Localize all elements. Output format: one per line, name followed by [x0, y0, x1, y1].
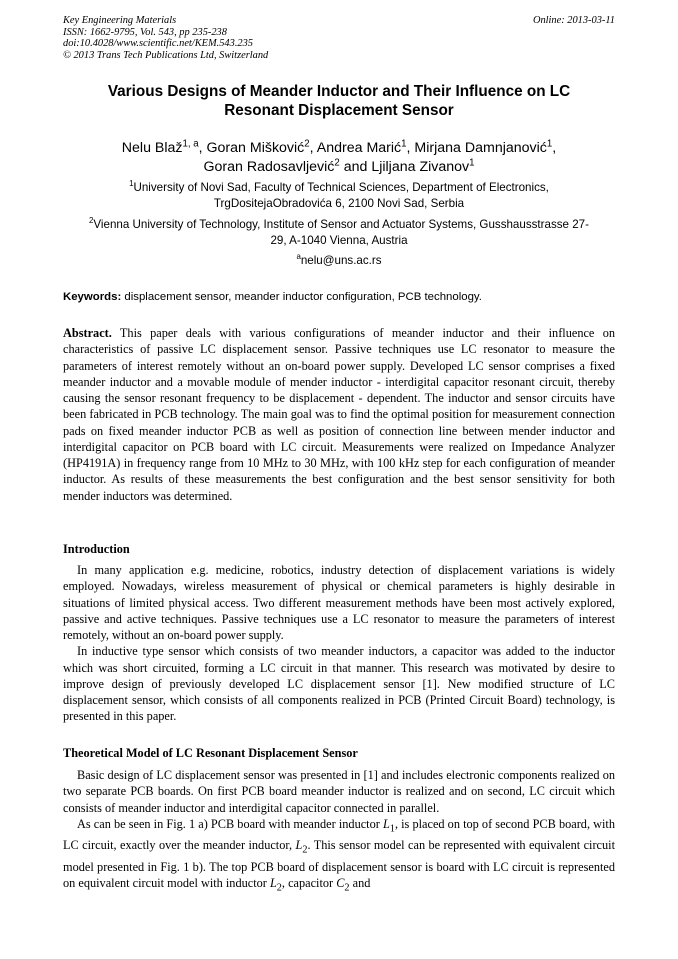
- text-run: As can be seen in Fig. 1 a) PCB board with meander inductor: [77, 816, 383, 831]
- author-line-1: [63, 139, 615, 158]
- symbol: L: [269, 876, 277, 891]
- author-name: Nelu Blaž: [121, 140, 183, 156]
- author-name: , Goran Mišković: [198, 140, 305, 156]
- text-run: . This sensor model can be represented with equivalent circuit model presented in Fig. 1 b). The top PCB board of displacement sensor is board with LC circuit is represented on equivalent circuit model with inductor: [63, 838, 615, 891]
- online-date: Online: 2013-03-11: [532, 15, 615, 26]
- symbol-subscript: 2: [344, 882, 350, 894]
- symbol: C: [336, 876, 345, 891]
- abstract-paragraph: [63, 325, 615, 504]
- issn-line: ISSN: 1662-9795, Vol. 543, pp 235-238: [63, 26, 227, 38]
- author-list: [63, 139, 615, 177]
- journal-header: [63, 15, 615, 61]
- affiliation-2: [63, 217, 615, 248]
- affiliation-2-line-2: 29, A-1040 Vienna, Austria: [270, 233, 408, 247]
- symbol-subscript: 2: [302, 844, 308, 856]
- author-affiliation-mark: 1, a: [182, 138, 199, 150]
- abstract: [63, 325, 615, 504]
- symbol-subscript: 2: [276, 882, 282, 894]
- author-name: , Andrea Marić: [309, 140, 402, 156]
- contact-email: [63, 253, 615, 269]
- email-mark: a: [296, 252, 301, 262]
- author-affiliation-mark: 1: [401, 138, 407, 150]
- author-name: , Mirjana Damnjanović: [406, 140, 547, 156]
- keywords: [63, 290, 615, 305]
- paragraph: In many application e.g. medicine, robotics, industry detection of displacement variations is widely employed. Nowadays, wireless measurement of physical or chemical parameters is highly desirable in situations of limited physical access. Two different measurement methods have been most actively explored, passive and active techniques. Passive techniques use a LC resonator to measure the parameters of interest remotely, without an on-board power supply.: [63, 563, 615, 642]
- affiliation-mark: 1: [129, 179, 134, 189]
- text-run: , is placed on top of second PCB board, with LC circuit, exactly over the meander inductor,: [63, 816, 616, 853]
- abstract-text: This paper deals with various configurations of meander inductor and their influence on characteristics of passive LC displacement sensor. Passive techniques use LC resonator to measure the parameters of interest remotely without an on-board power supply. Developed LC sensor comprises a fixed meander inductor and a movable module of mender inductor - interdigital capacitor resonant circuit, thereby causing the sensor resonant frequency to be displacement - dependent. The inductor and sensor circuits have been fabricated in PCB technology. The main goal was to find the optimal position for measurement connection pads on fixed meander inductor PCB as well as position of connection line between mender inductor and interdigital capacitor on PCB board with LC circuit. Measurements were realized on Impedance Analyzer (HP4191A) in frequency range from 10 MHz to 30 MHz, with 100 kHz step for each configuration of meander inductor. As results of these measurements the best configuration and the best sensor sensitivity for both mender inductors was determined.: [63, 326, 615, 503]
- author-affiliation-mark: 2: [334, 157, 340, 169]
- paragraph: In inductive type sensor which consists of two meander inductors, a capacitor was added to the inductor which was short circuited, forming a LC circuit in that manner. This research was motivated by desire to improve design of previously developed LC displacement sensor [1]. New modified structure of LC displacement sensor, which consists of all components realized in PCB (Printed Circuit Board) technology, is presented in this paper.: [63, 644, 615, 724]
- affiliation-text: Vienna University of Technology, Institute of Sensor and Actuator Systems, Gusshausstrasse 27-: [93, 218, 589, 231]
- paragraph: [63, 816, 615, 897]
- author-affiliation-mark: 1: [469, 157, 475, 169]
- affiliation-2-line-1: [63, 217, 615, 233]
- abstract-label: Abstract.: [63, 326, 112, 340]
- author-affiliation-mark: 2: [304, 138, 310, 150]
- symbol-subscript: 1: [389, 823, 395, 835]
- author-name: Goran Radosavljević: [203, 159, 335, 175]
- paragraph: Basic design of LC displacement sensor was presented in [1] and includes electronic components realized on two separate PCB boards. On first PCB board meander inductor is realized and on second, LC circuit which consists of meander inductor and interdigital capacitor connected in parallel.: [63, 768, 615, 815]
- affiliation-1: [63, 180, 615, 211]
- keywords-label: Keywords:: [63, 291, 122, 303]
- affiliation-1-line-1: [63, 180, 615, 196]
- author-affiliation-mark: 1: [546, 138, 553, 150]
- symbol: L: [382, 816, 390, 831]
- email-address[interactable]: nelu@uns.ac.rs: [300, 254, 382, 267]
- paper-title: [63, 82, 615, 120]
- doi-line: doi:10.4028/www.scientific.net/KEM.543.235: [63, 38, 253, 50]
- author-line-2: [63, 158, 615, 177]
- title-line-2: Resonant Displacement Sensor: [224, 102, 454, 119]
- section-theory: [63, 767, 615, 897]
- section-heading-introduction: Introduction: [63, 542, 130, 556]
- title-line-1: Various Designs of Meander Inductor and Their Influence on LC: [107, 83, 571, 100]
- author-name: and Ljiljana Zivanov: [339, 159, 470, 175]
- journal-name: Key Engineering Materials: [63, 15, 177, 26]
- author-separator: ,: [552, 140, 557, 156]
- text-run: and: [349, 876, 371, 891]
- text-run: , capacitor: [281, 876, 337, 891]
- copyright-line: © 2013 Trans Tech Publications Ltd, Switzerland: [63, 49, 269, 61]
- section-introduction: [63, 562, 615, 725]
- affiliation-text: University of Novi Sad, Faculty of Technical Sciences, Department of Electronics,: [133, 181, 549, 194]
- symbol: L: [295, 838, 303, 853]
- section-heading-theory: Theoretical Model of LC Resonant Displacement Sensor: [63, 746, 358, 760]
- affiliation-1-line-2: TrgDositejaObradovića 6, 2100 Novi Sad, Serbia: [213, 196, 465, 210]
- keywords-text: displacement sensor, meander inductor configuration, PCB technology.: [121, 291, 482, 303]
- affiliation-mark: 2: [89, 216, 94, 226]
